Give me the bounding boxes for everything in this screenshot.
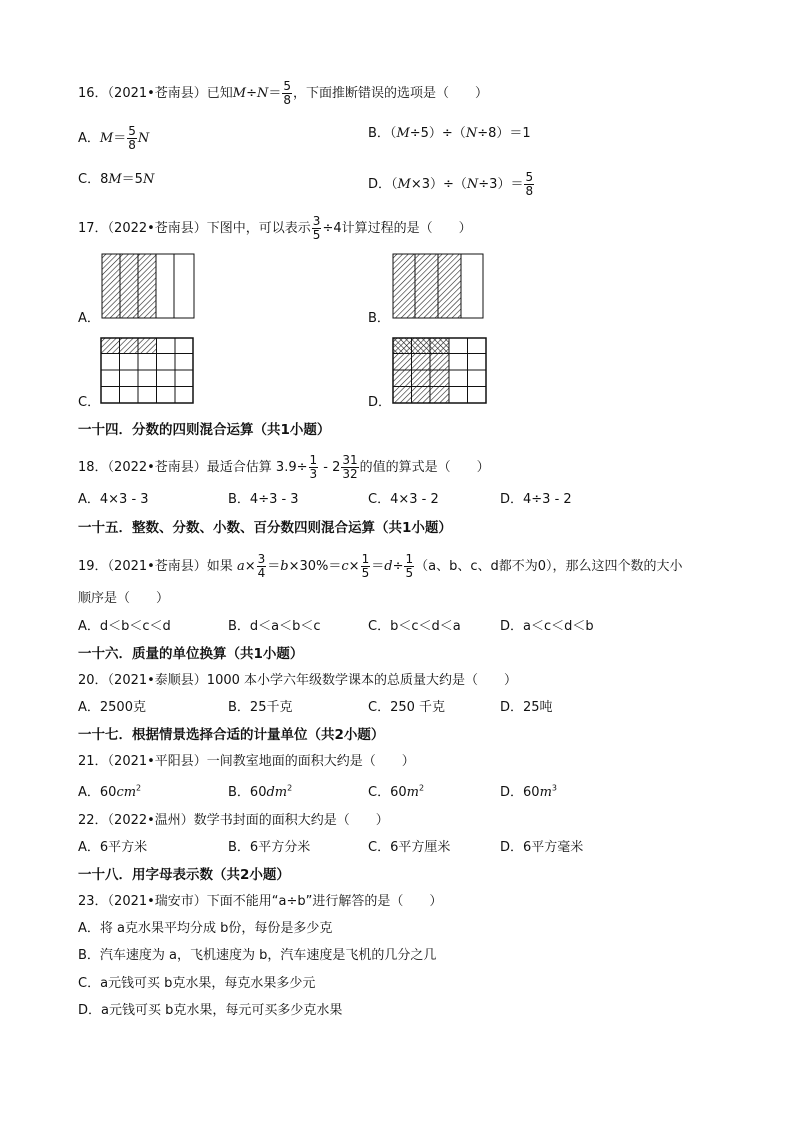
frac-den: 8 (525, 184, 534, 198)
q18-option-d[interactable]: D．4÷3 - 2 (500, 492, 572, 507)
q19-stem-text: 19．（2021•苍南县）如果 (78, 559, 237, 574)
var-m: M (396, 126, 410, 141)
q16-option-d[interactable] (368, 171, 535, 198)
times-percent: ×30%＝ (288, 559, 342, 574)
q23-option-c[interactable]: C．a元钱可买 b克水果，每克水果多少元 (78, 976, 316, 991)
fraction-31-32 (341, 454, 358, 481)
fraction-5-8 (127, 125, 137, 152)
option-label: D． (368, 177, 392, 192)
q18-stem-text: 18．（2022•苍南县）最适合估算 3.9÷ (78, 460, 308, 475)
q17-stem-text: 17．（2022•苍南县）下图中，可以表示 (78, 221, 311, 236)
q16-stem-text: 16．（2021•苍南县）已知 (78, 86, 233, 101)
var-n: N (466, 177, 479, 192)
times: × (348, 559, 360, 574)
frac-den: 32 (342, 467, 358, 481)
var-n: N (257, 86, 269, 101)
q18-stem-tail: 的值的算式是（ ） (359, 460, 490, 475)
q17-figure-b[interactable] (392, 253, 486, 320)
eq: ＝ (267, 559, 281, 574)
eq: ＝ (371, 559, 385, 574)
q21-option-b[interactable] (228, 784, 292, 802)
q17-figure-d[interactable] (392, 337, 488, 405)
option-value: C．60 (368, 785, 407, 800)
q16-eq: ＝ (268, 86, 282, 101)
unit: m (406, 785, 419, 800)
q22-option-a[interactable]: A．6平方米 (78, 840, 148, 855)
option-value: D．60 (500, 785, 540, 800)
text: （ (391, 177, 398, 192)
q19-option-c[interactable]: C．b＜c＜d＜a (368, 619, 461, 634)
fraction-5-8 (282, 80, 292, 107)
text: ×3）÷（ (410, 177, 467, 192)
text: ÷5）÷（ (409, 126, 466, 141)
q19-stem-tail: （a、b、c、d都不为0），那么这四个数的大小 (415, 559, 683, 574)
q16-stem-tail: ，下面推断错误的选项是（ ） (293, 86, 489, 101)
q19-stem-line2: 顺序是（ ） (78, 591, 170, 606)
q23-stem: 23．（2021•瑞安市）下面不能用“a÷b”进行解答的是（ ） (78, 894, 443, 909)
q19-option-d[interactable]: D．a＜c＜d＜b (500, 619, 594, 634)
frac-num: 1 (309, 453, 318, 467)
q17-option-a-label[interactable]: A． (78, 311, 100, 326)
frac-num: 5 (128, 124, 136, 138)
frac-num: 31 (342, 453, 358, 467)
q23-option-d[interactable]: D．a元钱可买 b克水果，每元可买多少克水果 (78, 1003, 343, 1018)
q19-option-a[interactable]: A．d＜b＜c＜d (78, 619, 171, 634)
var-a: a (236, 559, 245, 574)
q21-option-a[interactable] (78, 784, 141, 802)
q17-stem (78, 215, 472, 242)
unit: m (539, 785, 552, 800)
q17-figure-a[interactable] (101, 253, 197, 320)
frac-num: 1 (361, 552, 370, 566)
fraction-1-3 (309, 454, 319, 481)
frac-den: 4 (257, 566, 266, 580)
fraction-3-4 (257, 553, 267, 580)
var-m: M (108, 172, 122, 187)
q19-option-b[interactable]: B．d＜a＜b＜c (228, 619, 321, 634)
q16-option-b[interactable] (368, 125, 531, 143)
var-b: b (280, 559, 289, 574)
eq: ＝5 (121, 172, 143, 187)
text: 8 (100, 172, 109, 187)
fraction-1-5 (404, 553, 414, 580)
var-m: M (99, 131, 114, 146)
var-n: N (137, 131, 150, 146)
exponent: 3 (551, 783, 557, 793)
frac-num: 3 (257, 552, 266, 566)
exponent: 2 (136, 783, 142, 793)
text: ÷3）＝ (478, 177, 524, 192)
q18-option-a[interactable]: A．4×3 - 3 (78, 492, 149, 507)
frac-num: 5 (525, 170, 534, 184)
q22-option-d[interactable]: D．6平方毫米 (500, 840, 584, 855)
frac-den: 8 (283, 93, 292, 107)
q17-option-c-label[interactable]: C． (78, 395, 101, 410)
q17-option-b-label[interactable]: B． (368, 311, 390, 326)
option-value: A．60 (78, 785, 117, 800)
section-title-18: 一十八．用字母表示数（共2小题） (78, 867, 290, 883)
q20-option-a[interactable]: A．2500克 (78, 700, 146, 715)
fraction-5-8 (524, 171, 534, 198)
var-c: c (341, 559, 349, 574)
frac-den: 5 (312, 228, 321, 242)
frac-den: 8 (128, 138, 136, 152)
q20-stem: 20．（2021•泰顺县）1000 本小学六年级数学课本的总质量大约是（ ） (78, 673, 518, 688)
q16-div: ÷ (246, 86, 258, 101)
text: ÷8）＝1 (477, 126, 531, 141)
frac-num: 5 (283, 79, 292, 93)
q16-stem (78, 80, 488, 107)
text: （ (389, 126, 397, 141)
unit: cm (116, 785, 137, 800)
frac-den: 5 (361, 566, 370, 580)
frac-num: 1 (405, 552, 414, 566)
var-n: N (142, 172, 155, 187)
section-title-14: 一十四．分数的四则混合运算（共1小题） (78, 422, 331, 438)
section-title-15: 一十五．整数、分数、小数、百分数四则混合运算（共1小题） (78, 520, 452, 536)
unit: dm (266, 785, 288, 800)
q18-option-c[interactable]: C．4×3 - 2 (368, 492, 439, 507)
option-label: A． (78, 131, 100, 146)
exponent: 2 (287, 783, 293, 793)
option-label: C． (78, 172, 101, 187)
q22-option-c[interactable]: C．6平方厘米 (368, 840, 451, 855)
q21-option-d[interactable] (500, 784, 557, 802)
q16-option-c[interactable] (78, 171, 154, 189)
q18-stem (78, 454, 490, 481)
q20-option-d[interactable]: D．25吨 (500, 700, 553, 715)
q17-stem-tail: ÷4计算过程的是（ ） (322, 221, 472, 236)
q21-option-c[interactable] (368, 784, 424, 802)
q20-option-c[interactable]: C．250 千克 (368, 700, 446, 715)
div: ÷ (392, 559, 404, 574)
q22-stem: 22．（2022•温州）数学书封面的面积大约是（ ） (78, 813, 389, 828)
q18-option-b[interactable]: B．4÷3 - 3 (228, 492, 299, 507)
q19-stem (78, 553, 683, 580)
frac-den: 3 (309, 467, 318, 481)
q23-option-a[interactable]: A．将 a克水果平均分成 b份，每份是多少克 (78, 921, 333, 936)
option-value: B．60 (228, 785, 267, 800)
times: × (244, 559, 256, 574)
q22-option-b[interactable]: B．6平方分米 (228, 840, 311, 855)
q16-option-a[interactable] (78, 125, 149, 152)
var-d: d (384, 559, 393, 574)
var-n: N (465, 126, 478, 141)
q21-stem: 21．（2021•平阳县）一间教室地面的面积大约是（ ） (78, 754, 415, 769)
fraction-3-5 (312, 215, 322, 242)
eq: ＝ (113, 131, 127, 146)
q17-figure-c[interactable] (100, 337, 195, 405)
var-m: M (397, 177, 411, 192)
q17-option-d-label[interactable]: D． (368, 395, 392, 410)
exponent: 2 (418, 783, 425, 793)
option-label: B． (368, 126, 390, 141)
frac-den: 5 (405, 566, 414, 580)
q20-option-b[interactable]: B．25千克 (228, 700, 293, 715)
frac-num: 3 (312, 214, 321, 228)
q18-minus: - 2 (319, 460, 341, 475)
var-m: M (232, 86, 247, 101)
fraction-1-5 (361, 553, 371, 580)
section-title-17: 一十七．根据情景选择合适的计量单位（共2小题） (78, 727, 385, 743)
q23-option-b[interactable]: B．汽车速度为 a，飞机速度为 b，汽车速度是飞机的几分之几 (78, 948, 437, 963)
section-title-16: 一十六．质量的单位换算（共1小题） (78, 646, 304, 662)
